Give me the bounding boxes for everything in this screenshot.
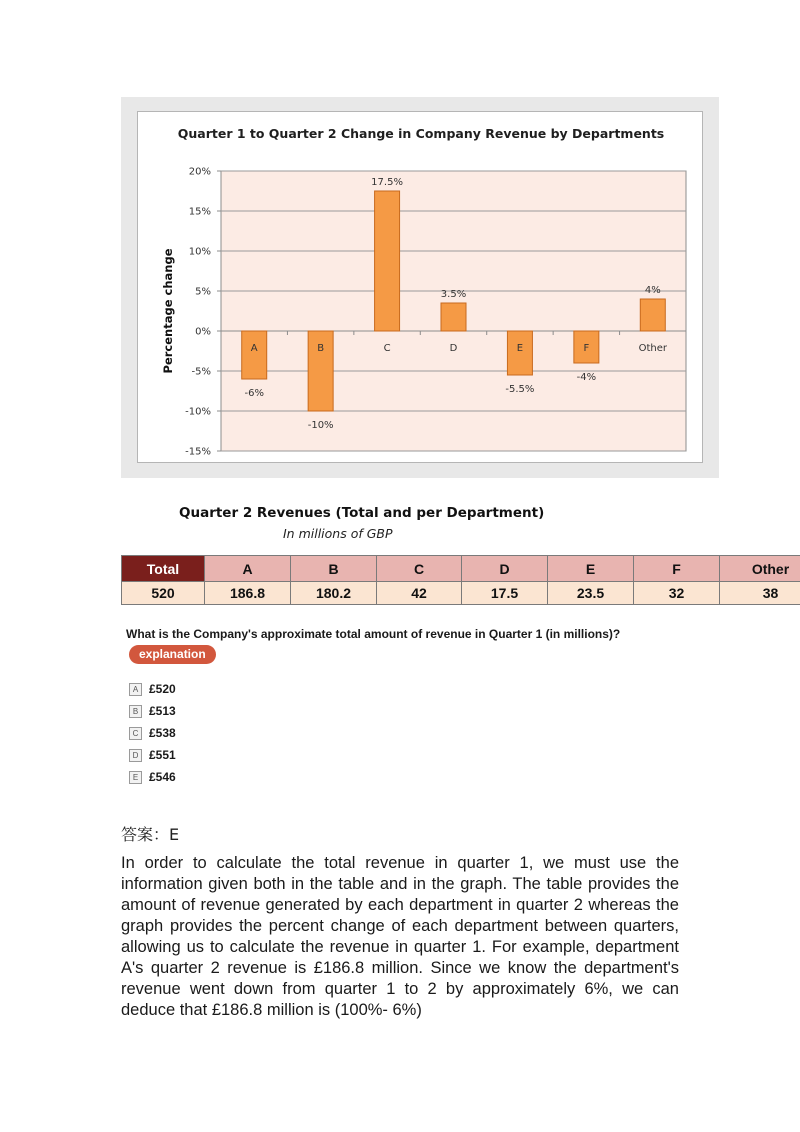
option-letter-box: A — [129, 683, 142, 696]
value-cell-other: 38 — [720, 582, 800, 605]
value-cell-total: 520 — [122, 582, 205, 605]
y-tick-label: -5% — [191, 366, 211, 378]
bar-other — [640, 299, 665, 331]
bar-d — [441, 303, 466, 331]
data-label: -4% — [576, 372, 597, 383]
chart-frame — [121, 97, 719, 478]
header-cell-b: B — [291, 556, 377, 582]
header-cell-d: D — [462, 556, 548, 582]
data-label: -6% — [244, 388, 264, 399]
bar-a — [242, 331, 267, 379]
value-cell-d: 17.5 — [462, 582, 548, 605]
option-b[interactable] — [129, 700, 176, 722]
value-cell-b: 180.2 — [291, 582, 377, 605]
option-text: £513 — [149, 704, 176, 718]
table-subtitle: In millions of GBP — [283, 526, 393, 541]
bar-c — [375, 191, 400, 331]
category-label: B — [317, 343, 325, 354]
option-text: £551 — [149, 748, 176, 762]
header-cell-f: F — [634, 556, 720, 582]
option-letter-box: B — [129, 705, 142, 718]
category-label: Other — [638, 343, 667, 354]
y-tick-label: 0% — [195, 326, 211, 338]
category-label: A — [250, 343, 258, 354]
value-cell-e: 23.5 — [548, 582, 634, 605]
table-header-row — [122, 556, 800, 582]
category-label: F — [583, 343, 590, 354]
revenue-table — [121, 555, 800, 605]
data-label: 3.5% — [440, 289, 467, 300]
value-cell-f: 32 — [634, 582, 720, 605]
option-letter-box: D — [129, 749, 142, 762]
option-c[interactable] — [129, 722, 176, 744]
header-cell-a: A — [205, 556, 291, 582]
data-label: 17.5% — [371, 177, 403, 188]
y-tick-label: 20% — [188, 166, 211, 178]
data-label: -5.5% — [505, 384, 535, 395]
category-label: C — [383, 343, 391, 354]
question-text: What is the Company's approximate total amount of revenue in Quarter 1 (in millions)? — [126, 627, 621, 641]
y-tick-label: 10% — [188, 246, 211, 258]
value-cell-a: 186.8 — [205, 582, 291, 605]
header-cell-total: Total — [122, 556, 205, 582]
y-tick-label: -10% — [185, 406, 211, 418]
data-label: -10% — [307, 420, 334, 431]
answer-text: 答案：E — [121, 825, 180, 844]
y-tick-label: 5% — [195, 286, 211, 298]
bar-chart — [138, 112, 704, 464]
chart-title: Quarter 1 to Quarter 2 Change in Company Revenue by Departments — [177, 126, 665, 141]
table-title: Quarter 2 Revenues (Total and per Department) — [179, 505, 545, 521]
option-d[interactable] — [129, 744, 176, 766]
y-axis-label: Percentage change — [161, 248, 175, 374]
option-e[interactable] — [129, 766, 176, 788]
option-letter-box: E — [129, 771, 142, 784]
option-letter-box: C — [129, 727, 142, 740]
header-cell-e: E — [548, 556, 634, 582]
option-text: £546 — [149, 770, 176, 784]
header-cell-other: Other — [720, 556, 800, 582]
option-a[interactable] — [129, 678, 176, 700]
value-cell-c: 42 — [377, 582, 462, 605]
option-text: £520 — [149, 682, 176, 696]
table-value-row — [122, 582, 800, 605]
category-label: E — [516, 343, 524, 354]
category-label: D — [449, 343, 458, 354]
answer-options — [129, 678, 176, 788]
y-tick-label: 15% — [188, 206, 211, 218]
explanation-button[interactable]: explanation — [129, 645, 216, 664]
header-cell-c: C — [377, 556, 462, 582]
chart-container — [137, 111, 703, 463]
y-tick-label: -15% — [185, 446, 211, 458]
explanation-paragraph: In order to calculate the total revenue in quarter 1, we must use the information given both in the table and in the graph. The table provides the amount of revenue generated by each department in quarter 2 whereas the graph provides the percent change of each department between quarters, allowing us to calculate the revenue in quarter 1. For example, department A's quarter 2 revenue is £186.8 million. Since we know the department's revenue went down from quarter 1 to 2 by approximately 6%, we can deduce that £186.8 million is (100%- 6%) — [121, 854, 679, 1019]
option-text: £538 — [149, 726, 176, 740]
data-label: 4% — [644, 285, 661, 296]
